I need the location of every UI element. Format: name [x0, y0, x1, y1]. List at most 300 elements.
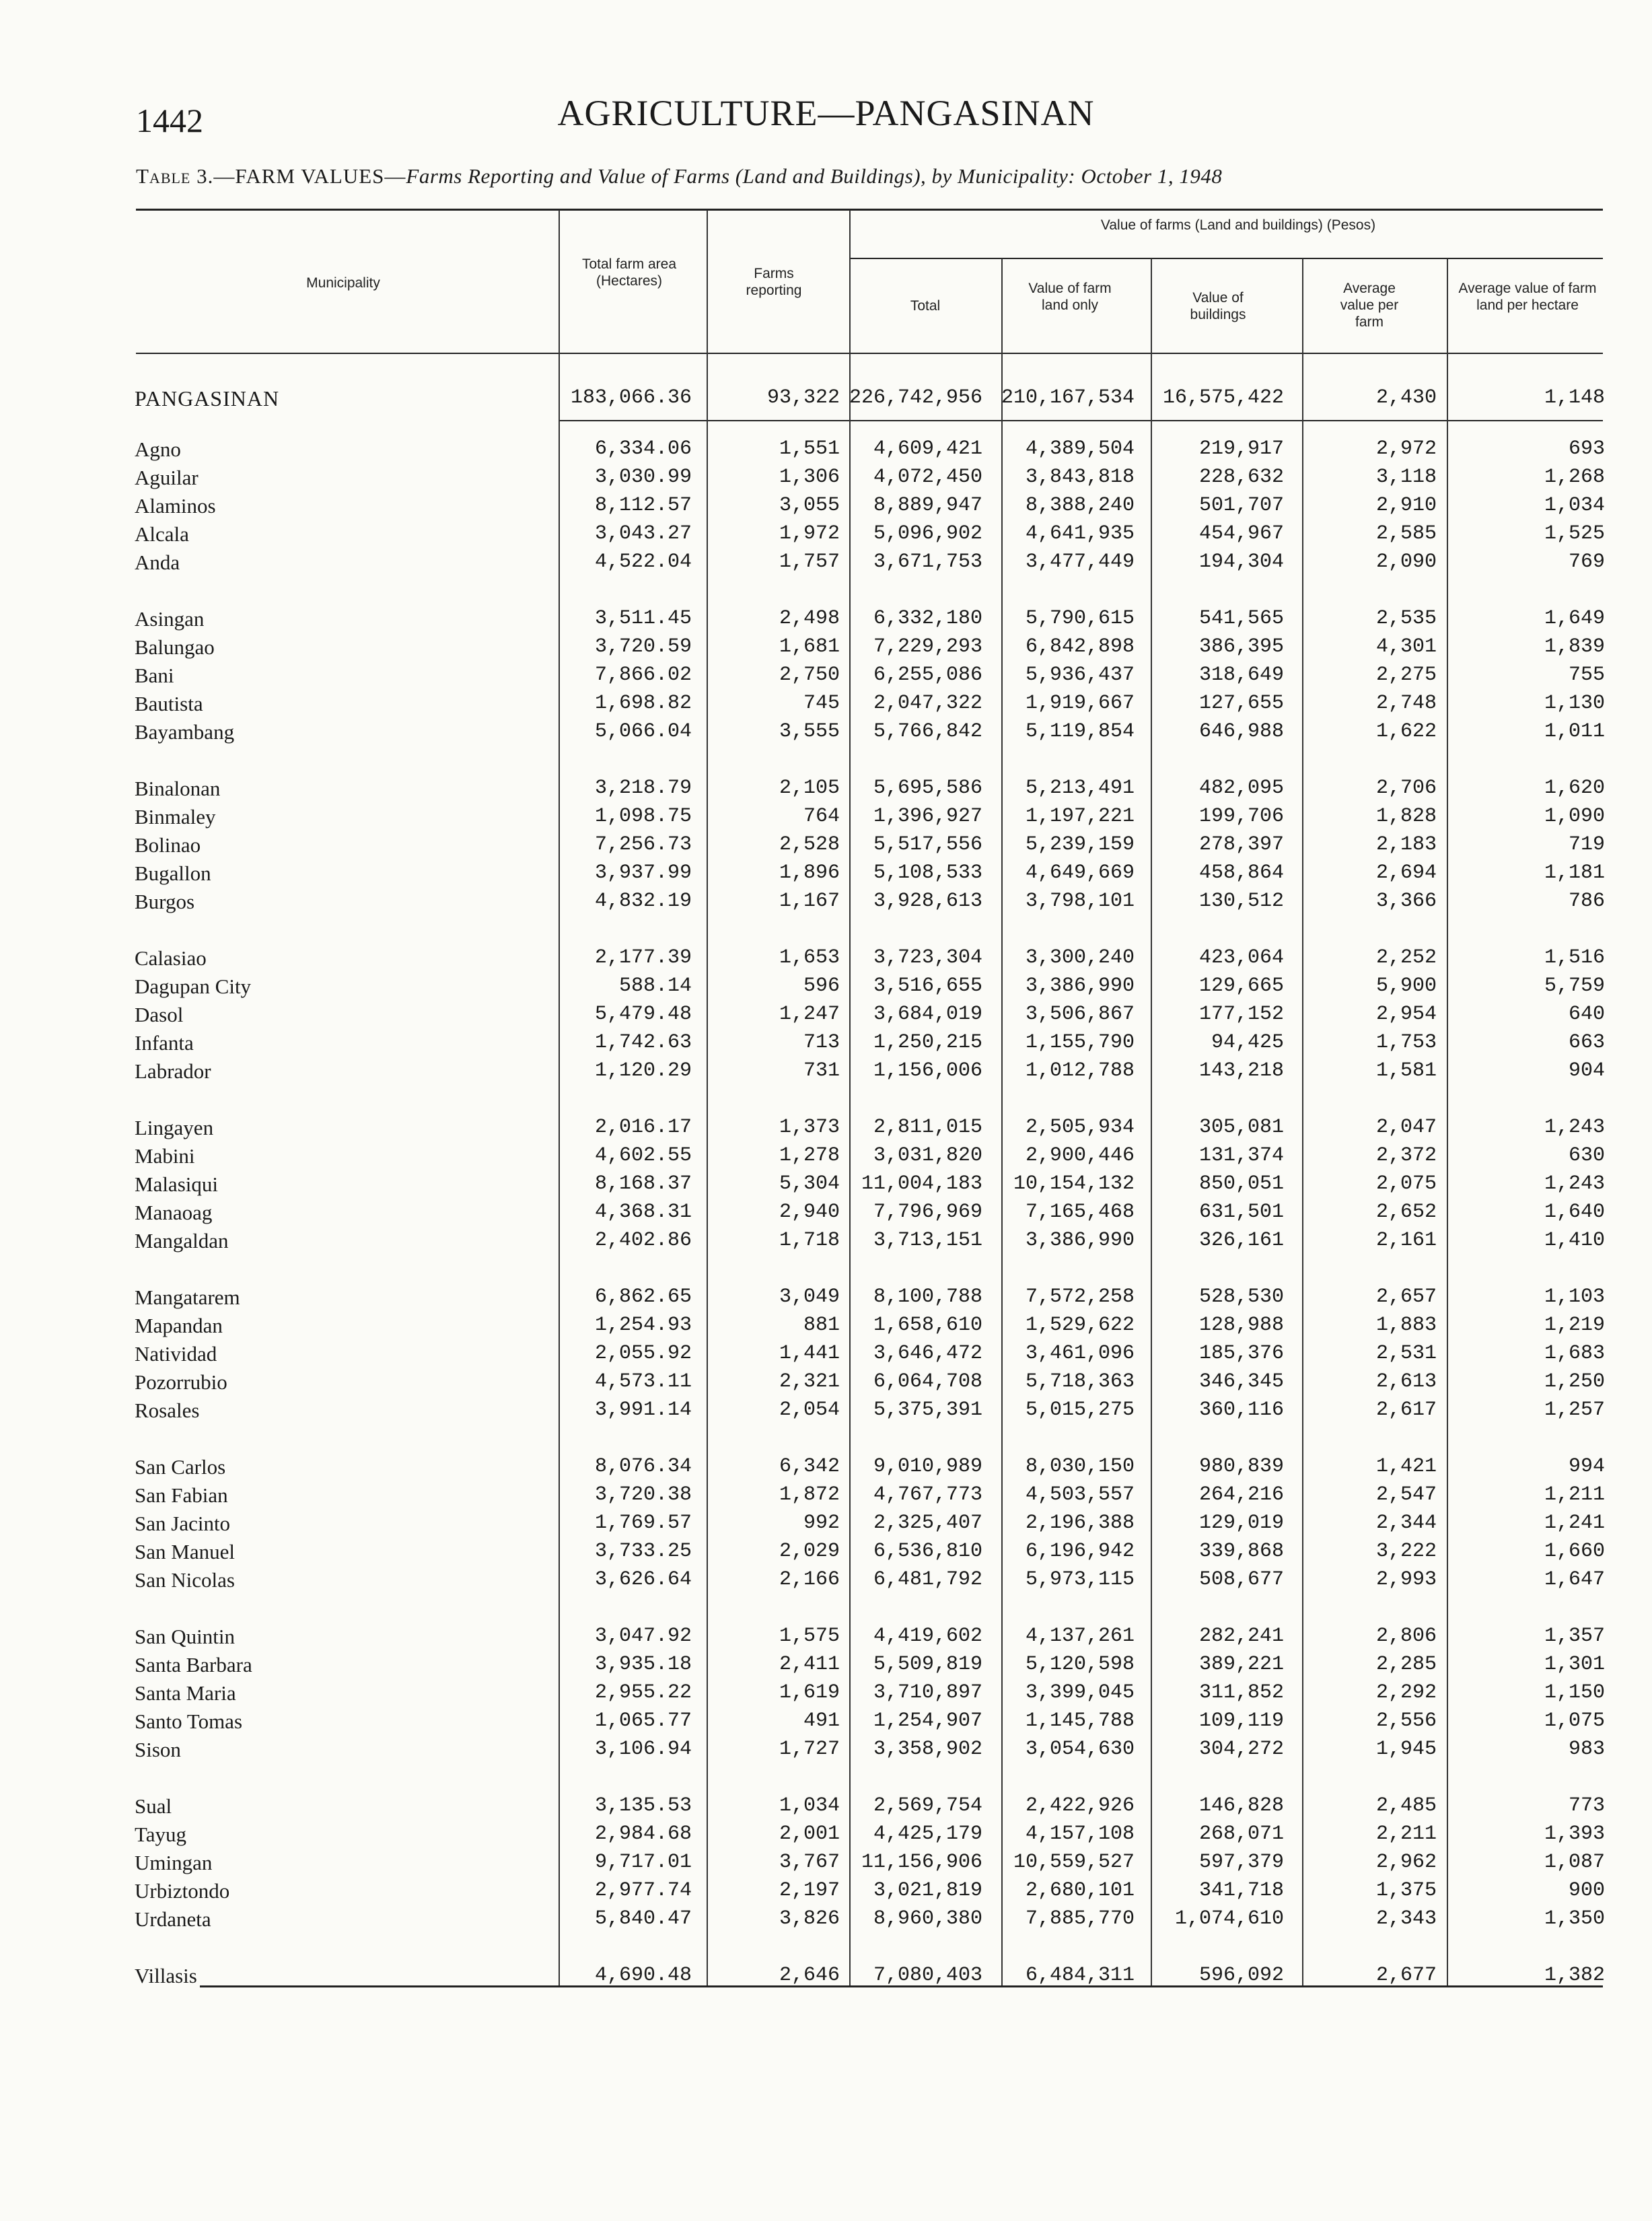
table-cell: 3,030.99	[594, 466, 692, 489]
table-cell: 2,585	[1375, 522, 1437, 545]
table-cell: 3,710,897	[873, 1681, 982, 1704]
table-cell: 129,019	[1198, 1512, 1284, 1535]
table-cell: 3,506,867	[1025, 1003, 1135, 1026]
table-cell: 5,066.04	[594, 720, 692, 743]
municipality-name	[135, 1229, 552, 1253]
table-cell: 3,516,655	[873, 975, 982, 997]
table-cell: 11,004,183	[861, 1172, 982, 1195]
table-cell: 129,665	[1198, 975, 1284, 997]
table-cell: 1,619	[779, 1681, 840, 1704]
table-cell: 5,119,854	[1025, 720, 1135, 743]
table-cell: 8,112.57	[594, 494, 692, 517]
municipality-label: Rosales	[135, 1399, 202, 1422]
table-top-rule	[136, 209, 1603, 211]
table-cell: 9,717.01	[594, 1851, 692, 1874]
table-cell: 423,064	[1198, 946, 1284, 969]
municipality-name	[135, 1681, 552, 1705]
table-cell: 4,137,261	[1025, 1625, 1135, 1648]
table-cell: 1,219	[1544, 1314, 1605, 1337]
table-cell: 482,095	[1198, 777, 1284, 800]
municipality-label: Umingan	[135, 1851, 215, 1874]
table-cell: 2,569,754	[873, 1794, 982, 1817]
municipality-label: Alcala	[135, 522, 192, 546]
table-cell: 2,047,322	[873, 692, 982, 715]
table-cell: 8,076.34	[594, 1455, 692, 1478]
municipality-name	[135, 1455, 552, 1479]
table-cell: 596,092	[1198, 1964, 1284, 1987]
table-cell: 3,555	[779, 720, 840, 743]
table-cell: 2,161	[1375, 1229, 1437, 1252]
table-cell: 3,720.59	[594, 635, 692, 658]
table-row	[0, 861, 1652, 890]
municipality-name	[135, 1851, 552, 1875]
table-cell: 346,345	[1198, 1370, 1284, 1393]
table-row	[0, 1483, 1652, 1512]
table-cell: 904	[1568, 1059, 1605, 1082]
table-row	[0, 1399, 1652, 1427]
table-cell: 1,529,622	[1025, 1314, 1135, 1337]
municipality-name	[135, 1512, 552, 1536]
table-cell: 2,285	[1375, 1653, 1437, 1676]
table-cell: 6,255,086	[873, 664, 982, 686]
municipality-name	[135, 1540, 552, 1564]
municipality-name	[135, 1709, 552, 1734]
municipality-name	[135, 1003, 552, 1027]
table-cell: 1,130	[1544, 692, 1605, 715]
table-cell: 3,047.92	[594, 1625, 692, 1648]
municipality-label: Mabini	[135, 1144, 198, 1168]
table-cell: 5,973,115	[1025, 1568, 1135, 1591]
table-cell: 1,441	[779, 1342, 840, 1365]
table-cell: 3,713,151	[873, 1229, 982, 1252]
table-cell: 646,988	[1198, 720, 1284, 743]
table-row	[0, 720, 1652, 748]
table-cell: 2,940	[779, 1201, 840, 1224]
table-cell: 1,075	[1544, 1709, 1605, 1732]
municipality-label: Mangaldan	[135, 1229, 231, 1253]
table-cell: 2,505,934	[1025, 1116, 1135, 1139]
table-cell: 1,034	[779, 1794, 840, 1817]
table-row	[0, 1964, 1652, 1992]
table-cell: 630	[1568, 1144, 1605, 1167]
municipality-label: Labrador	[135, 1059, 214, 1083]
table-cell: 1,250	[1544, 1370, 1605, 1393]
table-cell: 3,366	[1375, 890, 1437, 913]
table-cell: 881	[803, 1314, 840, 1337]
table-cell: 773	[1568, 1794, 1605, 1817]
municipality-name	[135, 1907, 552, 1932]
table-cell: 4,368.31	[594, 1201, 692, 1224]
municipality-label: Santa Maria	[135, 1681, 239, 1705]
table-cell: 389,221	[1198, 1653, 1284, 1676]
table-cell: 16,575,422	[1162, 386, 1284, 409]
table-cell: 3,935.18	[594, 1653, 692, 1676]
municipality-name	[135, 1285, 552, 1310]
table-cell: 2,292	[1375, 1681, 1437, 1704]
table-cell: 745	[803, 692, 840, 715]
municipality-label: San Jacinto	[135, 1512, 233, 1535]
table-cell: 1,658,610	[873, 1314, 982, 1337]
table-cell: 769	[1568, 551, 1605, 573]
municipality-label: Bautista	[135, 692, 206, 715]
municipality-name	[135, 1201, 552, 1225]
municipality-name	[135, 1342, 552, 1366]
table-cell: 5,304	[779, 1172, 840, 1195]
table-cell: 2,343	[1375, 1907, 1437, 1930]
table-cell: 4,767,773	[873, 1483, 982, 1506]
table-cell: 268,071	[1198, 1823, 1284, 1845]
table-row	[0, 1003, 1652, 1031]
table-cell: 3,767	[779, 1851, 840, 1874]
table-cell: 850,051	[1198, 1172, 1284, 1195]
header-avg-per-hectare: Average value of farm land per hectare	[1458, 281, 1597, 313]
table-row	[0, 1370, 1652, 1399]
table-cell: 2,694	[1375, 861, 1437, 884]
table-cell: 2,485	[1375, 1794, 1437, 1817]
table-cell: 2,047	[1375, 1116, 1437, 1139]
table-cell: 194,304	[1198, 551, 1284, 573]
table-cell: 7,080,403	[873, 1964, 982, 1987]
table-cell: 1,769.57	[594, 1512, 692, 1535]
table-cell: 7,229,293	[873, 635, 982, 658]
header-farms-reporting: Farms reporting	[746, 266, 802, 298]
table-cell: 1,681	[779, 635, 840, 658]
municipality-label: Bani	[135, 664, 177, 687]
table-cell: 2,372	[1375, 1144, 1437, 1167]
table-row	[0, 466, 1652, 494]
municipality-name	[135, 1879, 552, 1903]
table-cell: 1,396,927	[873, 805, 982, 828]
municipality-label: San Quintin	[135, 1625, 238, 1648]
table-cell: 2,183	[1375, 833, 1437, 856]
value-group-rule	[849, 258, 1603, 259]
table-row	[0, 1031, 1652, 1059]
municipality-label: Aguilar	[135, 466, 201, 489]
header-municipality: Municipality	[306, 275, 380, 291]
table-cell: 282,241	[1198, 1625, 1284, 1648]
table-row	[0, 1314, 1652, 1342]
table-cell: 5,790,615	[1025, 607, 1135, 630]
municipality-name	[135, 1738, 552, 1762]
table-row	[0, 1625, 1652, 1653]
table-cell: 1,197,221	[1025, 805, 1135, 828]
table-cell: 3,358,902	[873, 1738, 982, 1761]
table-cell: 2,411	[779, 1653, 840, 1676]
table-cell: 1,243	[1544, 1172, 1605, 1195]
municipality-label: Dagupan City	[135, 975, 254, 998]
table-row	[0, 1512, 1652, 1540]
table-cell: 4,301	[1375, 635, 1437, 658]
table-cell: 458,864	[1198, 861, 1284, 884]
table-cell: 1,742.63	[594, 1031, 692, 1054]
table-cell: 3,300,240	[1025, 946, 1135, 969]
table-cell: 1,575	[779, 1625, 840, 1648]
table-cell: 4,602.55	[594, 1144, 692, 1167]
table-cell: 5,375,391	[873, 1399, 982, 1421]
table-cell: 8,030,150	[1025, 1455, 1135, 1478]
table-cell: 1,375	[1375, 1879, 1437, 1902]
table-cell: 4,641,935	[1025, 522, 1135, 545]
table-cell: 1,622	[1375, 720, 1437, 743]
table-cell: 1,757	[779, 551, 840, 573]
table-cell: 2,652	[1375, 1201, 1437, 1224]
table-cell: 2,029	[779, 1540, 840, 1563]
municipality-name	[135, 692, 552, 716]
table-cell: 3,723,304	[873, 946, 982, 969]
table-row	[0, 635, 1652, 664]
table-cell: 1,301	[1544, 1653, 1605, 1676]
table-cell: 3,671,753	[873, 551, 982, 573]
municipality-name	[135, 777, 552, 801]
header-total-area: Total farm area (Hectares)	[581, 256, 677, 289]
table-cell: 2,984.68	[594, 1823, 692, 1845]
municipality-label: Binmaley	[135, 805, 219, 829]
table-cell: 341,718	[1198, 1879, 1284, 1902]
table-cell: 3,031,820	[873, 1144, 982, 1167]
table-cell: 8,960,380	[873, 1907, 982, 1930]
table-cell: 219,917	[1198, 437, 1284, 460]
table-cell: 663	[1568, 1031, 1605, 1054]
table-row	[0, 777, 1652, 805]
table-cell: 1,649	[1544, 607, 1605, 630]
table-cell: 1,074,610	[1174, 1907, 1284, 1930]
table-cell: 2,252	[1375, 946, 1437, 969]
table-row	[0, 607, 1652, 635]
table-row	[0, 437, 1652, 466]
municipality-label: Malasiqui	[135, 1172, 221, 1196]
table-cell: 1,828	[1375, 805, 1437, 828]
table-cell: 2,166	[779, 1568, 840, 1591]
table-cell: 5,695,586	[873, 777, 982, 800]
table-row	[0, 1879, 1652, 1907]
table-cell: 2,016.17	[594, 1116, 692, 1139]
table-row	[0, 1455, 1652, 1483]
municipality-label: Urbiztondo	[135, 1879, 232, 1903]
table-cell: 1,393	[1544, 1823, 1605, 1845]
table-cell: 1,120.29	[594, 1059, 692, 1082]
municipality-name	[135, 975, 552, 999]
municipality-name	[135, 890, 552, 914]
table-cell: 994	[1568, 1455, 1605, 1478]
table-row	[0, 692, 1652, 720]
municipality-label: San Manuel	[135, 1540, 238, 1563]
table-cell: 6,064,708	[873, 1370, 982, 1393]
table-cell: 2,680,101	[1025, 1879, 1135, 1902]
table-cell: 9,010,989	[873, 1455, 982, 1478]
municipality-name	[135, 1483, 552, 1508]
table-row	[0, 1907, 1652, 1936]
table-cell: 226,742,956	[849, 386, 983, 409]
table-row	[0, 946, 1652, 975]
table-cell: 311,852	[1198, 1681, 1284, 1704]
municipality-name	[135, 946, 552, 971]
table-row	[0, 1342, 1652, 1370]
table-cell: 983	[1568, 1738, 1605, 1761]
municipality-label: Anda	[135, 551, 182, 574]
table-cell: 541,565	[1198, 607, 1284, 630]
table-cell: 1,254.93	[594, 1314, 692, 1337]
municipality-name	[135, 437, 552, 462]
municipality-label: Natividad	[135, 1342, 219, 1366]
municipality-label: Santo Tomas	[135, 1709, 245, 1733]
table-cell: 2,646	[779, 1964, 840, 1987]
municipality-label: Calasiao	[135, 946, 209, 970]
table-cell: 7,866.02	[594, 664, 692, 686]
table-cell: 1,945	[1375, 1738, 1437, 1761]
table-caption	[136, 164, 1610, 188]
table-cell: 146,828	[1198, 1794, 1284, 1817]
table-cell: 508,677	[1198, 1568, 1284, 1591]
municipality-name	[135, 1823, 552, 1847]
table-cell: 1,919,667	[1025, 692, 1135, 715]
table-cell: 1,525	[1544, 522, 1605, 545]
table-cell: 1,410	[1544, 1229, 1605, 1252]
municipality-name	[135, 494, 552, 518]
table-cell: 786	[1568, 890, 1605, 913]
table-cell: 596	[803, 975, 840, 997]
municipality-name	[135, 1172, 552, 1197]
header-avg-per-farm: Average value per farm	[1340, 281, 1399, 330]
table-cell: 1,268	[1544, 466, 1605, 489]
table-cell: 94,425	[1211, 1031, 1284, 1054]
table-cell: 3,118	[1375, 466, 1437, 489]
table-cell: 1,647	[1544, 1568, 1605, 1591]
table-cell: 3,461,096	[1025, 1342, 1135, 1365]
table-cell: 305,081	[1198, 1116, 1284, 1139]
table-cell: 304,272	[1198, 1738, 1284, 1761]
table-cell: 1,247	[779, 1003, 840, 1026]
table-cell: 3,991.14	[594, 1399, 692, 1421]
table-cell: 2,498	[779, 607, 840, 630]
municipality-label: Binalonan	[135, 777, 223, 800]
table-cell: 764	[803, 805, 840, 828]
table-cell: 3,928,613	[873, 890, 982, 913]
header-land-only: Value of farm land only	[1028, 281, 1112, 313]
table-cell: 755	[1568, 664, 1605, 686]
table-cell: 1,653	[779, 946, 840, 969]
table-cell: 386,395	[1198, 635, 1284, 658]
table-cell: 2,211	[1375, 1823, 1437, 1845]
table-cell: 1,034	[1544, 494, 1605, 517]
municipality-label: Agno	[135, 437, 184, 461]
municipality-label: Santa Barbara	[135, 1653, 255, 1677]
table-row	[0, 1851, 1652, 1879]
table-cell: 5,840.47	[594, 1907, 692, 1930]
table-cell: 3,106.94	[594, 1738, 692, 1761]
table-caption-text: Farms Reporting and Value of Farms (Land and Buildings), by Municipality: October 1, 1948	[406, 164, 1223, 188]
table-cell: 2,556	[1375, 1709, 1437, 1732]
table-cell: 3,386,990	[1025, 1229, 1135, 1252]
table-cell: 1,839	[1544, 635, 1605, 658]
table-cell: 1,254,907	[873, 1709, 982, 1732]
table-cell: 5,517,556	[873, 833, 982, 856]
table-cell: 713	[803, 1031, 840, 1054]
table-row	[0, 1823, 1652, 1851]
table-row	[0, 1540, 1652, 1568]
province-total-row	[0, 386, 1652, 415]
table-cell: 2,344	[1375, 1512, 1437, 1535]
table-cell: 326,161	[1198, 1229, 1284, 1252]
table-cell: 1,211	[1544, 1483, 1605, 1506]
table-cell: 1,090	[1544, 805, 1605, 828]
table-cell: 130,512	[1198, 890, 1284, 913]
table-cell: 1,727	[779, 1738, 840, 1761]
table-cell: 1,382	[1544, 1964, 1605, 1987]
table-cell: 1,148	[1544, 386, 1605, 409]
table-cell: 2,105	[779, 777, 840, 800]
table-cell: 185,376	[1198, 1342, 1284, 1365]
table-cell: 719	[1568, 833, 1605, 856]
table-cell: 210,167,534	[1001, 386, 1135, 409]
table-cell: 3,135.53	[594, 1794, 692, 1817]
municipality-name	[135, 386, 552, 411]
table-cell: 6,862.65	[594, 1285, 692, 1308]
table-cell: 2,402.86	[594, 1229, 692, 1252]
table-row	[0, 1144, 1652, 1172]
header-buildings: Value of buildings	[1190, 290, 1246, 322]
table-cell: 1,156,006	[873, 1059, 982, 1082]
table-cell: 2,977.74	[594, 1879, 692, 1902]
table-cell: 2,677	[1375, 1964, 1437, 1987]
table-cell: 1,640	[1544, 1201, 1605, 1224]
table-cell: 528,530	[1198, 1285, 1284, 1308]
table-cell: 4,832.19	[594, 890, 692, 913]
table-cell: 900	[1568, 1879, 1605, 1902]
municipality-label: Pozorrubio	[135, 1370, 230, 1394]
municipality-label: Tayug	[135, 1823, 189, 1846]
municipality-name	[135, 466, 552, 490]
table-row	[0, 890, 1652, 918]
table-cell: 4,690.48	[594, 1964, 692, 1987]
table-row	[0, 805, 1652, 833]
municipality-label: Mangatarem	[135, 1285, 243, 1309]
table-cell: 1,718	[779, 1229, 840, 1252]
table-cell: 339,868	[1198, 1540, 1284, 1563]
table-row	[0, 1201, 1652, 1229]
table-cell: 2,054	[779, 1399, 840, 1421]
table-cell: 1,012,788	[1025, 1059, 1135, 1082]
table-row	[0, 1285, 1652, 1314]
municipality-name	[135, 861, 552, 886]
table-cell: 2,955.22	[594, 1681, 692, 1704]
table-row	[0, 1568, 1652, 1596]
table-cell: 3,218.79	[594, 777, 692, 800]
table-cell: 1,551	[779, 437, 840, 460]
table-cell: 3,733.25	[594, 1540, 692, 1563]
table-row	[0, 1681, 1652, 1709]
municipality-label: Balungao	[135, 635, 217, 659]
table-cell: 2,422,926	[1025, 1794, 1135, 1817]
municipality-label: Dasol	[135, 1003, 186, 1026]
table-cell: 2,197	[779, 1879, 840, 1902]
table-cell: 2,075	[1375, 1172, 1437, 1195]
table-cell: 4,425,179	[873, 1823, 982, 1845]
table-cell: 5,213,491	[1025, 777, 1135, 800]
table-cell: 5,096,902	[873, 522, 982, 545]
table-cell: 3,054,630	[1025, 1738, 1135, 1761]
municipality-label: Burgos	[135, 890, 197, 913]
table-cell: 2,962	[1375, 1851, 1437, 1874]
table-cell: 5,239,159	[1025, 833, 1135, 856]
table-cell: 4,573.11	[594, 1370, 692, 1393]
table-cell: 10,559,527	[1013, 1851, 1135, 1874]
table-cell: 2,617	[1375, 1399, 1437, 1421]
table-cell: 731	[803, 1059, 840, 1082]
table-cell: 631,501	[1198, 1201, 1284, 1224]
table-cell: 183,066.36	[570, 386, 692, 409]
municipality-label: Infanta	[135, 1031, 196, 1055]
table-cell: 6,196,942	[1025, 1540, 1135, 1563]
